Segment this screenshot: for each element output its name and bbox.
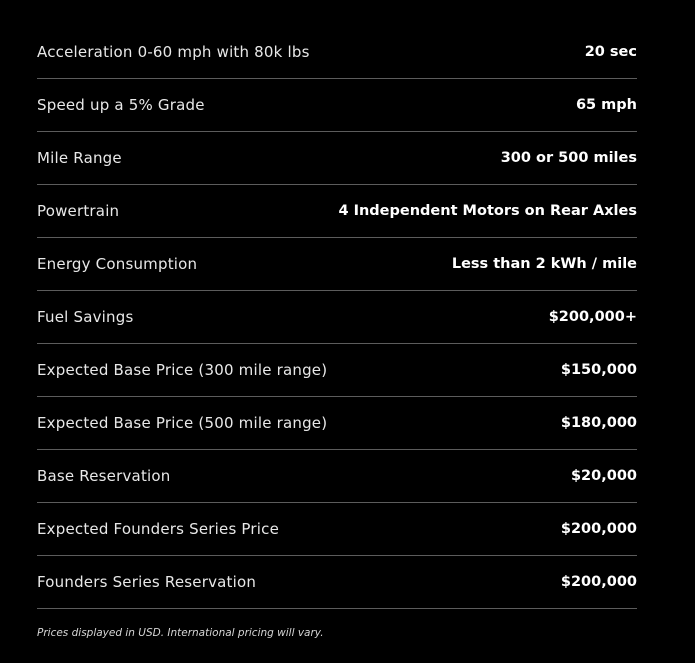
spec-row-acceleration	[37, 26, 637, 79]
spec-label: Fuel Savings	[37, 308, 134, 326]
spec-label: Founders Series Reservation	[37, 573, 257, 591]
spec-value: $180,000	[560, 415, 637, 431]
spec-row-founders-reservation	[37, 556, 637, 609]
spec-label: Expected Base Price (500 mile range)	[37, 414, 328, 432]
spec-row-mile-range	[37, 132, 637, 185]
spec-value: $200,000	[560, 521, 637, 537]
spec-row-fuel-savings	[37, 291, 637, 344]
spec-value: 65 mph	[575, 97, 637, 113]
spec-row-grade-speed	[37, 79, 637, 132]
spec-value: $200,000+	[548, 309, 637, 325]
spec-label: Powertrain	[37, 202, 120, 220]
spec-label: Expected Base Price (300 mile range)	[37, 361, 328, 379]
spec-label: Mile Range	[37, 149, 122, 167]
spec-value: 300 or 500 miles	[500, 150, 637, 166]
pricing-footnote: Prices displayed in USD. International pricing will vary.	[37, 627, 324, 639]
spec-label: Expected Founders Series Price	[37, 520, 280, 538]
spec-value: $150,000	[560, 362, 637, 378]
spec-label: Speed up a 5% Grade	[37, 96, 205, 114]
spec-row-base-reservation	[37, 450, 637, 503]
spec-value: 20 sec	[584, 44, 637, 60]
spec-row-energy-consumption	[37, 238, 637, 291]
spec-value: Less than 2 kWh / mile	[451, 256, 637, 272]
spec-row-founders-price	[37, 503, 637, 556]
spec-row-base-price-300	[37, 344, 637, 397]
spec-row-powertrain	[37, 185, 637, 238]
spec-value: $20,000	[570, 468, 637, 484]
spec-value: $200,000	[560, 574, 637, 590]
spec-table	[37, 26, 637, 609]
spec-row-base-price-500	[37, 397, 637, 450]
spec-label: Acceleration 0-60 mph with 80k lbs	[37, 43, 310, 61]
spec-label: Base Reservation	[37, 467, 171, 485]
spec-value: 4 Independent Motors on Rear Axles	[338, 203, 637, 219]
spec-label: Energy Consumption	[37, 255, 198, 273]
